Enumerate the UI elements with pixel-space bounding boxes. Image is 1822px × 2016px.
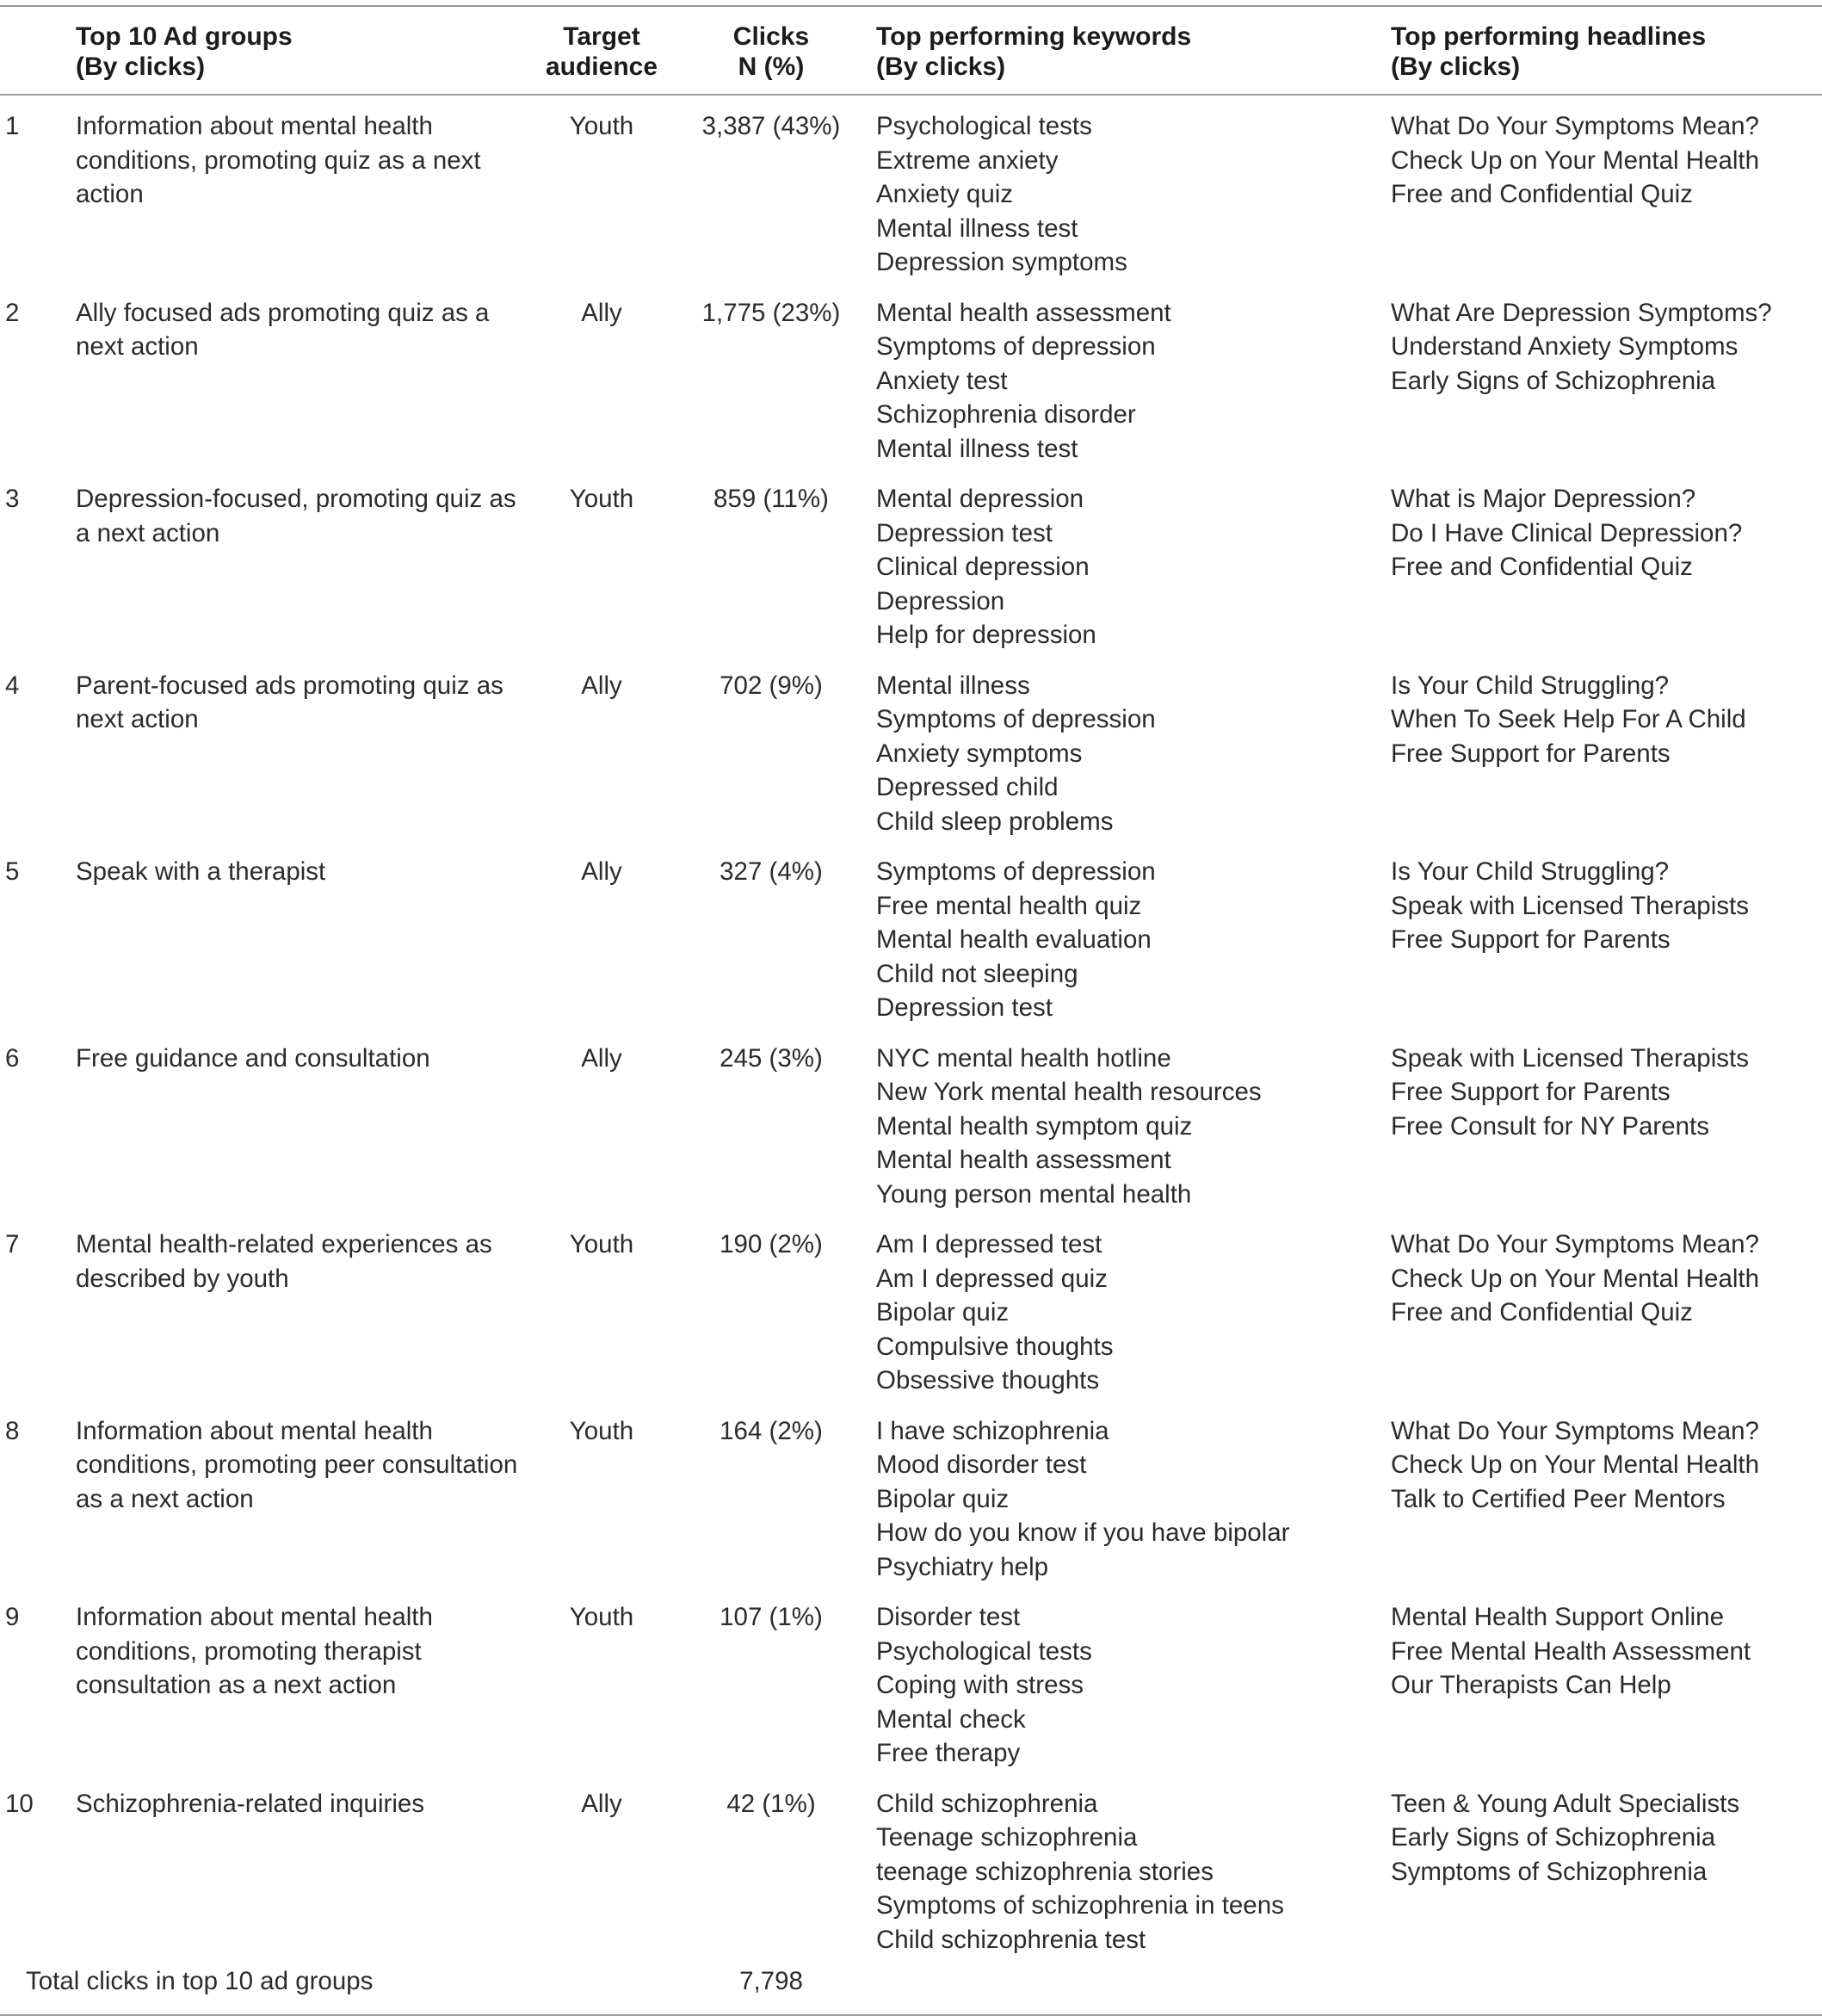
headline-item: Check Up on Your Mental Health (1391, 1264, 1760, 1293)
ad-group-name: Mental health-related experiences as described by youth (76, 1230, 492, 1293)
keyword-item: Compulsive thoughts (876, 1332, 1114, 1361)
ad-group-name: Information about mental health conditions, promoting therapist consultation as a next action (76, 1603, 433, 1699)
keyword-item: Help for depression (876, 621, 1096, 649)
header-target-audience (537, 6, 666, 95)
headline-item: Is Your Child Struggling? (1391, 671, 1670, 700)
header-audience-line2: audience (545, 53, 658, 81)
keyword-item: Anxiety quiz (876, 180, 1014, 208)
header-ad-group-line2: (By clicks) (76, 53, 206, 81)
keyword-item: teenage schizophrenia stories (876, 1857, 1214, 1886)
table-header (0, 6, 1822, 95)
keyword-item: Symptoms of depression (876, 705, 1156, 733)
keyword-item: Mental illness test (876, 213, 1078, 243)
headlines-cell (1391, 1773, 1822, 1960)
keyword-item: Psychological tests (876, 1636, 1092, 1666)
keyword-item: Clinical depression (876, 553, 1090, 581)
table-row (0, 1028, 1822, 1215)
keyword-item: Am I depressed test (876, 1230, 1102, 1258)
header-ad-group (76, 6, 537, 95)
table-row (0, 468, 1822, 655)
header-keywords-line2: (By clicks) (876, 53, 1006, 81)
row-number: 10 (5, 1789, 34, 1818)
header-clicks-line1: Clicks (732, 22, 810, 51)
keyword-item: Bipolar quiz (876, 1484, 1010, 1513)
headlines-cell (1391, 468, 1822, 655)
total-label: Total clicks in top 10 ad groups (0, 1959, 666, 2015)
keyword-item: Child sleep problems (876, 807, 1114, 836)
headline-item: Is Your Child Struggling? (1391, 857, 1670, 886)
ad-groups-table-container (0, 5, 1822, 2016)
header-row (0, 6, 1822, 95)
keyword-item: Depression symptoms (876, 248, 1127, 276)
table-row (0, 841, 1822, 1028)
keyword-item: Depressed child (876, 773, 1059, 801)
target-audience: Youth (569, 1416, 634, 1445)
headline-item: Check Up on Your Mental Health (1391, 145, 1760, 175)
table-row (0, 282, 1822, 469)
ad-groups-table (0, 5, 1822, 2016)
headline-item: What Do Your Symptoms Mean? (1391, 1416, 1759, 1445)
keyword-item: Anxiety test (876, 366, 1008, 395)
keywords-cell (876, 1214, 1391, 1401)
headline-item: Free Support for Parents (1391, 925, 1671, 954)
keyword-item: Anxiety symptoms (876, 739, 1083, 768)
ad-group-name: Information about mental health conditions, promoting peer consultation as a next action (76, 1416, 518, 1513)
table-row (0, 1586, 1822, 1773)
clicks-value: 3,387 (43%) (701, 112, 841, 140)
row-number: 9 (5, 1603, 20, 1631)
headlines-cell (1391, 95, 1822, 282)
total-value: 7,798 (666, 1959, 876, 2015)
ad-group-name: Ally focused ads promoting quiz as a next action (76, 298, 490, 361)
clicks-value: 859 (11%) (713, 485, 829, 513)
keyword-item: Depression test (876, 518, 1053, 547)
headlines-cell (1391, 282, 1822, 469)
headline-item: Free Mental Health Assessment (1391, 1636, 1751, 1666)
headline-item: Our Therapists Can Help (1391, 1671, 1671, 1699)
clicks-value: 245 (3%) (720, 1043, 823, 1073)
headline-item: Free Support for Parents (1391, 739, 1671, 768)
headlines-cell (1391, 1028, 1822, 1215)
keyword-item: Symptoms of schizophrenia in teens (876, 1891, 1284, 1920)
headlines-cell (1391, 655, 1822, 842)
row-number: 6 (5, 1043, 20, 1073)
keyword-item: I have schizophrenia (876, 1416, 1109, 1445)
headline-item: Speak with Licensed Therapists (1391, 891, 1749, 920)
keyword-item: Mental illness test (876, 434, 1078, 463)
keywords-cell (876, 841, 1391, 1028)
clicks-value: 702 (9%) (720, 671, 823, 700)
row-number: 2 (5, 298, 20, 327)
table-row (0, 95, 1822, 282)
keyword-item: Child not sleeping (876, 959, 1078, 988)
headline-item: Free and Confidential Quiz (1391, 180, 1693, 208)
headline-item: Free Consult for NY Parents (1391, 1111, 1710, 1141)
keyword-item: Teenage schizophrenia (876, 1823, 1138, 1852)
target-audience: Ally (581, 857, 622, 886)
row-number: 4 (5, 671, 20, 700)
header-headlines (1391, 6, 1822, 95)
header-headlines-line1: Top performing headlines (1391, 22, 1707, 51)
keyword-item: Psychiatry help (876, 1552, 1049, 1581)
keywords-cell (876, 95, 1391, 282)
row-number: 1 (5, 112, 20, 140)
keyword-item: Free therapy (876, 1739, 1021, 1767)
header-keywords-line1: Top performing keywords (876, 22, 1192, 51)
keyword-item: NYC mental health hotline (876, 1043, 1171, 1073)
clicks-value: 107 (1%) (720, 1603, 823, 1631)
keyword-item: New York mental health resources (876, 1078, 1262, 1106)
keyword-item: Mental depression (876, 485, 1084, 513)
keywords-cell (876, 1401, 1391, 1587)
headlines-cell (1391, 1214, 1822, 1401)
keyword-item: Mental health assessment (876, 1146, 1171, 1174)
keyword-item: Am I depressed quiz (876, 1264, 1108, 1293)
target-audience: Youth (569, 485, 634, 513)
header-keywords (876, 6, 1391, 95)
keyword-item: Disorder test (876, 1603, 1021, 1631)
headline-item: Talk to Certified Peer Mentors (1391, 1484, 1726, 1513)
target-audience: Youth (569, 112, 634, 140)
keyword-item: Mood disorder test (876, 1450, 1087, 1479)
keywords-cell (876, 1028, 1391, 1215)
keyword-item: Mental check (876, 1704, 1026, 1734)
header-audience-line1: Target (563, 22, 640, 51)
target-audience: Youth (569, 1603, 634, 1631)
headline-item: Check Up on Your Mental Health (1391, 1450, 1760, 1479)
headline-item: Teen & Young Adult Specialists (1391, 1789, 1740, 1818)
keyword-item: Schizophrenia disorder (876, 400, 1136, 429)
keyword-item: Symptoms of depression (876, 332, 1156, 361)
keyword-item: Young person mental health (876, 1179, 1192, 1209)
target-audience: Ally (581, 298, 622, 327)
target-audience: Youth (569, 1230, 634, 1258)
table-row (0, 1401, 1822, 1587)
headline-item: Do I Have Clinical Depression? (1391, 518, 1743, 547)
target-audience: Ally (581, 1789, 622, 1818)
headline-item: Free and Confidential Quiz (1391, 1298, 1693, 1326)
keyword-item: Depression (876, 586, 1005, 615)
total-empty-keywords (876, 1959, 1391, 2015)
header-num (0, 6, 76, 95)
keyword-item: Free mental health quiz (876, 891, 1142, 920)
total-empty-headlines (1391, 1959, 1822, 2015)
total-row (0, 1959, 1822, 2015)
target-audience: Ally (581, 671, 622, 700)
keywords-cell (876, 468, 1391, 655)
keywords-cell (876, 1773, 1391, 1960)
headlines-cell (1391, 1586, 1822, 1773)
keyword-item: Extreme anxiety (876, 145, 1059, 175)
row-number: 5 (5, 857, 20, 886)
keyword-item: Bipolar quiz (876, 1298, 1010, 1326)
headline-item: Speak with Licensed Therapists (1391, 1043, 1749, 1073)
table-row (0, 655, 1822, 842)
clicks-value: 164 (2%) (720, 1416, 823, 1445)
ad-group-name: Free guidance and consultation (76, 1043, 430, 1073)
target-audience: Ally (581, 1043, 622, 1073)
keywords-cell (876, 655, 1391, 842)
ad-group-name: Information about mental health conditions, promoting quiz as a next action (76, 112, 481, 208)
keyword-item: How do you know if you have bipolar (876, 1518, 1290, 1547)
clicks-value: 327 (4%) (720, 857, 823, 886)
header-clicks-line2: N (%) (738, 53, 805, 81)
headlines-cell (1391, 841, 1822, 1028)
headline-item: Early Signs of Schizophrenia (1391, 366, 1716, 395)
clicks-value: 42 (1%) (726, 1789, 816, 1818)
headline-item: What Are Depression Symptoms? (1391, 298, 1772, 327)
keyword-item: Coping with stress (876, 1671, 1084, 1699)
table-row (0, 1773, 1822, 1960)
ad-group-name: Depression-focused, promoting quiz as a next action (76, 485, 516, 547)
ad-group-name: Schizophrenia-related inquiries (76, 1789, 425, 1818)
headline-item: When To Seek Help For A Child (1391, 705, 1746, 733)
headlines-cell (1391, 1401, 1822, 1587)
keyword-item: Depression test (876, 993, 1053, 1022)
headline-item: What Do Your Symptoms Mean? (1391, 1230, 1759, 1258)
keyword-item: Mental health evaluation (876, 925, 1152, 954)
header-headlines-line2: (By clicks) (1391, 53, 1521, 81)
keyword-item: Child schizophrenia (876, 1789, 1098, 1818)
headline-item: Free Support for Parents (1391, 1078, 1671, 1106)
row-number: 7 (5, 1230, 20, 1258)
headline-item: Early Signs of Schizophrenia (1391, 1823, 1716, 1852)
keyword-item: Mental health assessment (876, 298, 1171, 327)
headline-item: Symptoms of Schizophrenia (1391, 1857, 1708, 1886)
keyword-item: Obsessive thoughts (876, 1366, 1100, 1395)
table-row (0, 1214, 1822, 1401)
headline-item: What Do Your Symptoms Mean? (1391, 112, 1759, 140)
headline-item: What is Major Depression? (1391, 485, 1696, 513)
headline-item: Free and Confidential Quiz (1391, 553, 1693, 581)
ad-group-name: Parent-focused ads promoting quiz as next action (76, 671, 503, 733)
keyword-item: Mental health symptom quiz (876, 1111, 1193, 1141)
header-clicks (666, 6, 876, 95)
clicks-value: 190 (2%) (720, 1230, 823, 1258)
clicks-value: 1,775 (23%) (701, 298, 841, 327)
table-body (0, 95, 1822, 2015)
row-number: 8 (5, 1416, 20, 1445)
ad-group-name: Speak with a therapist (76, 857, 326, 886)
keyword-item: Mental illness (876, 671, 1030, 700)
header-ad-group-line1: Top 10 Ad groups (76, 22, 293, 51)
headline-item: Understand Anxiety Symptoms (1391, 332, 1739, 361)
keyword-item: Symptoms of depression (876, 857, 1156, 886)
keywords-cell (876, 282, 1391, 469)
headline-item: Mental Health Support Online (1391, 1603, 1725, 1631)
keyword-item: Psychological tests (876, 112, 1092, 140)
row-number: 3 (5, 485, 20, 513)
keywords-cell (876, 1586, 1391, 1773)
keyword-item: Child schizophrenia test (876, 1925, 1146, 1954)
